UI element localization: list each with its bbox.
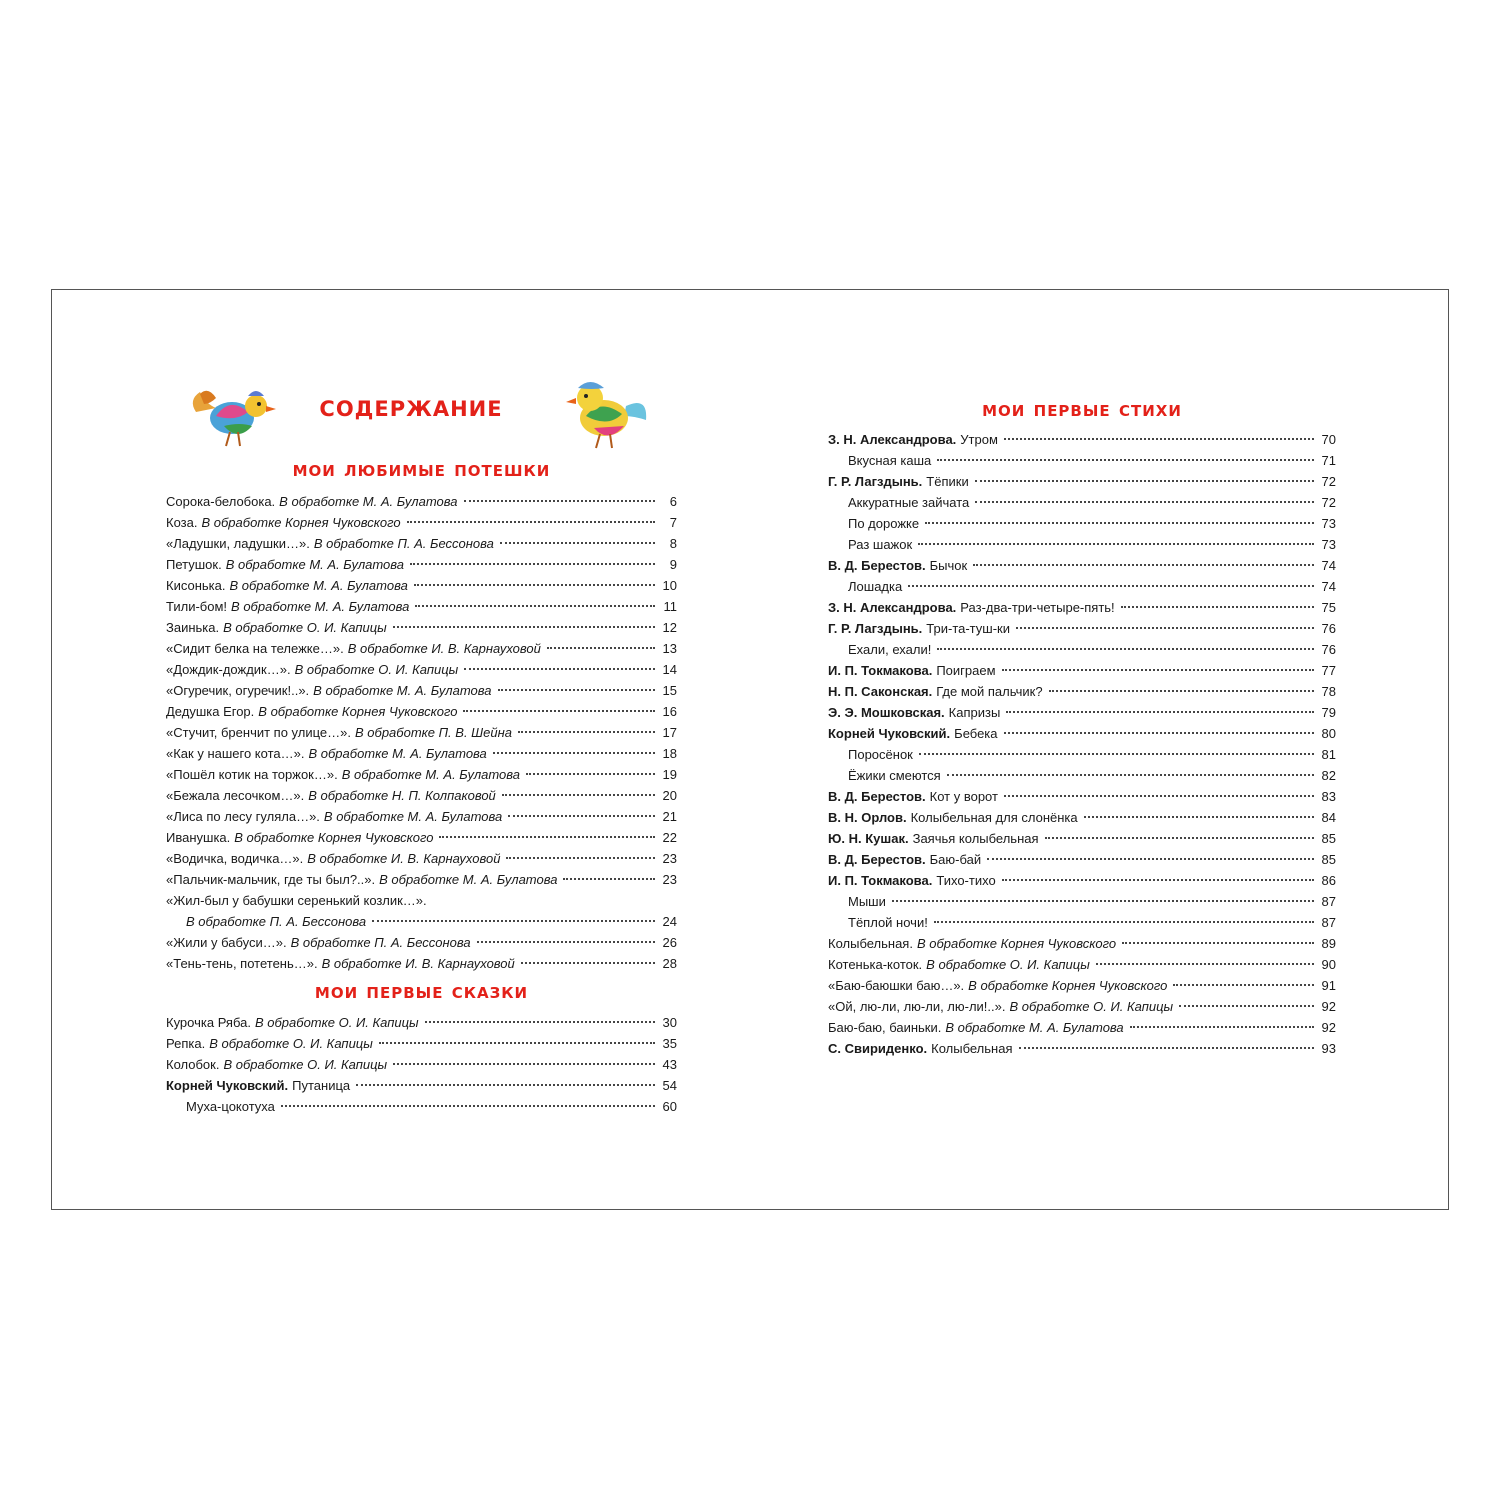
section-heading-nursery-rhymes: мои любимые потешки: [292, 457, 551, 481]
entry-author: Г. Р. Лагздынь.: [828, 621, 923, 636]
entry-title: Тёплой ночи!: [848, 915, 928, 930]
dot-leader: [1004, 795, 1314, 797]
toc-entry[interactable]: [828, 681, 1336, 702]
toc-entry[interactable]: [828, 891, 1336, 912]
entry-page-number: 17: [662, 725, 677, 740]
entry-title: «Сидит белка на тележке…».: [166, 641, 344, 656]
entry-title: Колыбельная.: [828, 936, 913, 951]
entry-note: В обработке О. И. Капицы: [294, 662, 459, 677]
entry-title: Поросёнок: [848, 747, 913, 762]
entry-title: Утром: [960, 432, 998, 447]
dot-leader: [919, 753, 1314, 755]
toc-entry[interactable]: [828, 933, 1336, 954]
dot-leader: [502, 794, 655, 796]
toc-list: [828, 429, 1336, 1059]
entry-note: В обработке О. И. Капицы: [209, 1036, 373, 1051]
entry-page-number: 89: [1321, 936, 1336, 951]
toc-entry[interactable]: [828, 702, 1336, 723]
toc-entry[interactable]: [166, 953, 677, 974]
entry-page-number: 35: [662, 1036, 677, 1051]
toc-entry[interactable]: [166, 722, 677, 743]
toc-entry-line: [166, 911, 677, 932]
toc-entry[interactable]: [166, 932, 677, 953]
entry-note: В обработке О. И. Капицы: [223, 1057, 388, 1072]
entry-page-number: 92: [1321, 1020, 1336, 1035]
toc-entry[interactable]: [166, 827, 677, 848]
dot-leader: [1019, 1047, 1315, 1049]
entry-page-number: 72: [1321, 495, 1336, 510]
toc-entry[interactable]: [166, 680, 677, 701]
entry-page-number: 78: [1321, 684, 1336, 699]
entry-page-number: 75: [1321, 600, 1336, 615]
bird-illustration-right: [564, 376, 650, 452]
entry-page-number: 85: [1321, 831, 1336, 846]
entry-note: В обработке М. А. Булатова: [323, 809, 503, 824]
entry-title: «Тень-тень, потетень…».: [166, 956, 318, 971]
entry-title: «Огуречик, огуречик!..».: [166, 683, 310, 698]
entry-page-number: 28: [662, 956, 677, 971]
toc-entry[interactable]: [828, 807, 1336, 828]
entry-author: З. Н. Александрова.: [828, 432, 957, 447]
entry-author: В. Н. Орлов.: [828, 810, 907, 825]
toc-entry[interactable]: [166, 764, 677, 785]
entry-author: Н. П. Саконская.: [828, 684, 933, 699]
entry-page-number: 21: [662, 809, 677, 824]
dot-leader: [464, 500, 656, 502]
entry-title: «Как у нашего кота…».: [166, 746, 305, 761]
entry-page-number: 16: [662, 704, 677, 719]
entry-page-number: 84: [1321, 810, 1336, 825]
dot-leader: [987, 858, 1314, 860]
dot-leader: [500, 542, 655, 544]
dot-leader: [975, 501, 1314, 503]
dot-leader: [498, 689, 656, 691]
toc-entry[interactable]: [828, 870, 1336, 891]
toc-entry[interactable]: [828, 534, 1336, 555]
dot-leader: [975, 480, 1314, 482]
toc-entry[interactable]: [828, 849, 1336, 870]
entry-page-number: 87: [1321, 894, 1336, 909]
entry-page-number: 79: [1321, 705, 1336, 720]
entry-title: Котенька-коток.: [828, 957, 923, 972]
toc-entry[interactable]: [828, 450, 1336, 471]
toc-entry[interactable]: [828, 786, 1336, 807]
dot-leader: [356, 1084, 655, 1086]
entry-author: Корней Чуковский.: [828, 726, 951, 741]
dot-leader: [937, 459, 1314, 461]
entry-title: Заинька.: [166, 620, 220, 635]
entry-title: «Пошёл котик на торжок…».: [166, 767, 338, 782]
entry-title: Коза.: [166, 515, 198, 530]
dot-leader: [379, 1042, 655, 1044]
entry-title: Бычок: [929, 558, 968, 573]
dot-leader: [425, 1021, 655, 1023]
entry-author: Г. Р. Лагздынь.: [828, 474, 923, 489]
entry-title: «Водичка, водичка…».: [166, 851, 304, 866]
toc-entry[interactable]: [828, 639, 1336, 660]
entry-page-number: 73: [1321, 537, 1336, 552]
entry-title: «Жили у бабуси…».: [166, 935, 287, 950]
toc-entry[interactable]: [828, 954, 1336, 975]
entry-page-number: 19: [662, 767, 677, 782]
entry-title: Кот у ворот: [929, 789, 998, 804]
entry-note: В обработке О. И. Капицы: [254, 1015, 419, 1030]
entry-author: И. П. Токмакова.: [828, 873, 933, 888]
dot-leader: [410, 563, 655, 565]
dot-leader: [508, 815, 655, 817]
entry-note: В обработке М. А. Булатова: [225, 557, 405, 572]
entry-page-number: 76: [1321, 642, 1336, 657]
toc-entry[interactable]: [828, 744, 1336, 765]
toc-entry[interactable]: [166, 617, 677, 638]
dot-leader: [1121, 606, 1314, 608]
entry-title: Заячья колыбельная: [912, 831, 1039, 846]
toc-entry[interactable]: [828, 912, 1336, 933]
entry-note: В обработке Корнея Чуковского: [201, 515, 401, 530]
entry-page-number: 14: [662, 662, 677, 677]
toc-entry[interactable]: [166, 659, 677, 680]
entry-title: Ёжики смеются: [848, 768, 941, 783]
entry-note: В обработке Корнея Чуковского: [968, 978, 1168, 993]
entry-page-number: 77: [1321, 663, 1336, 678]
toc-entry[interactable]: [166, 806, 677, 827]
toc-entry[interactable]: [166, 743, 677, 764]
entry-page-number: 18: [662, 746, 677, 761]
entry-note: В обработке М. А. Булатова: [313, 683, 492, 698]
section-heading-fairy-tales: мои первые сказки: [314, 979, 529, 1003]
entry-page-number: 60: [662, 1099, 677, 1114]
toc-entry[interactable]: [828, 618, 1336, 639]
entry-title: Тили-бом!: [166, 599, 228, 614]
toc-entry[interactable]: [166, 554, 677, 575]
dot-leader: [925, 522, 1314, 524]
entry-title: Колыбельная для слонёнка: [910, 810, 1078, 825]
entry-page-number: 24: [662, 914, 677, 929]
dot-leader: [414, 584, 655, 586]
dot-leader: [518, 731, 655, 733]
toc-entry[interactable]: [828, 597, 1336, 618]
entry-author: Ю. Н. Кушак.: [828, 831, 909, 846]
entry-page-number: 23: [662, 872, 677, 887]
entry-page-number: 8: [669, 536, 677, 551]
book-spread: [51, 289, 1449, 1210]
entry-page-number: 87: [1321, 915, 1336, 930]
entry-page-number: 74: [1321, 579, 1336, 594]
entry-title: Дедушка Егор.: [166, 704, 255, 719]
dot-leader: [477, 941, 655, 943]
entry-title: Мыши: [848, 894, 886, 909]
dot-leader: [1045, 837, 1314, 839]
entry-title: Ехали, ехали!: [848, 642, 932, 657]
toc-entry[interactable]: [828, 492, 1336, 513]
entry-title: Три-та-туш-ки: [926, 621, 1010, 636]
entry-page-number: 9: [669, 557, 677, 572]
entry-page-number: 82: [1321, 768, 1336, 783]
entry-note: В обработке И. В. Карнауховой: [347, 641, 541, 656]
entry-title: Где мой пальчик?: [936, 684, 1043, 699]
entry-page-number: 80: [1321, 726, 1336, 741]
entry-note: В обработке М. А. Булатова: [308, 746, 487, 761]
entry-title: Тихо-тихо: [936, 873, 996, 888]
entry-title: «Ладушки, ладушки…».: [166, 536, 310, 551]
toc-entry[interactable]: [166, 848, 677, 869]
toc-list: [166, 491, 677, 974]
toc-entry[interactable]: [166, 1096, 677, 1117]
toc-entry[interactable]: [166, 1075, 677, 1096]
toc-entry[interactable]: [828, 471, 1336, 492]
entry-author: В. Д. Берестов.: [828, 852, 926, 867]
entry-note: В обработке О. И. Капицы: [223, 620, 387, 635]
dot-leader: [934, 921, 1314, 923]
entry-note: В обработке М. А. Булатова: [945, 1020, 1124, 1035]
entry-title: Колобок.: [166, 1057, 220, 1072]
toc-entry[interactable]: [828, 429, 1336, 450]
entry-page-number: 12: [662, 620, 677, 635]
toc-entry[interactable]: [828, 828, 1336, 849]
toc-entry[interactable]: [828, 765, 1336, 786]
entry-page-number: 13: [662, 641, 677, 656]
dot-leader: [1049, 690, 1314, 692]
toc-entry[interactable]: [166, 638, 677, 659]
entry-title: Вкусная каша: [848, 453, 932, 468]
toc-entry[interactable]: [166, 1054, 677, 1075]
dot-leader: [1096, 963, 1314, 965]
entry-page-number: 54: [662, 1078, 677, 1093]
entry-page-number: 6: [669, 494, 677, 509]
toc-entry[interactable]: [166, 701, 677, 722]
dot-leader: [1004, 438, 1314, 440]
dot-leader: [506, 857, 655, 859]
entry-page-number: 71: [1321, 453, 1336, 468]
entry-note: В обработке Корнея Чуковского: [916, 936, 1117, 951]
toc-entry[interactable]: [828, 660, 1336, 681]
dot-leader: [908, 585, 1314, 587]
dot-leader: [1173, 984, 1314, 986]
dot-leader: [1122, 942, 1314, 944]
entry-title: «Ой, лю-ли, лю-ли, лю-ли!..».: [828, 999, 1006, 1014]
toc-entry[interactable]: [166, 512, 677, 533]
dot-leader: [947, 774, 1314, 776]
entry-page-number: 85: [1321, 852, 1336, 867]
toc-entry[interactable]: [828, 1017, 1336, 1038]
entry-note: В обработке П. А. Бессонова: [290, 935, 471, 950]
entry-title: Баю-баю, баиньки.: [828, 1020, 942, 1035]
entry-title: «Жил-был у бабушки серенький козлик…».: [166, 893, 427, 908]
dot-leader: [1004, 732, 1314, 734]
entry-title: «Лиса по лесу гуляла…».: [166, 809, 320, 824]
entry-title: Баю-бай: [929, 852, 982, 867]
entry-title: «Пальчик-мальчик, где ты был?..».: [166, 872, 376, 887]
entry-note: В обработке П. В. Шейна: [355, 725, 512, 740]
entry-note: В обработке М. А. Булатова: [231, 599, 410, 614]
entry-title: Муха-цокотуха: [186, 1099, 275, 1114]
entry-page-number: 26: [662, 935, 677, 950]
entry-note: В обработке И. В. Карнауховой: [307, 851, 501, 866]
toc-entry[interactable]: [166, 890, 677, 932]
entry-page-number: 30: [662, 1015, 677, 1030]
entry-title: Капризы: [948, 705, 1001, 720]
entry-title: Курочка Ряба.: [166, 1015, 251, 1030]
entry-note: В обработке М. А. Булатова: [279, 494, 458, 509]
entry-page-number: 90: [1321, 957, 1336, 972]
dot-leader: [407, 521, 655, 523]
entry-note: В обработке Корнея Чуковского: [258, 704, 458, 719]
entry-page-number: 74: [1321, 558, 1336, 573]
toc-entry[interactable]: [166, 1012, 677, 1033]
entry-page-number: 43: [662, 1057, 677, 1072]
dot-leader: [1179, 1005, 1314, 1007]
entry-title: Бебека: [954, 726, 998, 741]
toc-entry[interactable]: [166, 575, 677, 596]
entry-title: Репка.: [166, 1036, 206, 1051]
entry-title: Петушок.: [166, 557, 222, 572]
entry-title: «Дождик-дождик…».: [166, 662, 291, 677]
entry-note: В обработке Корнея Чуковского: [234, 830, 434, 845]
entry-author: С. Свириденко.: [828, 1041, 928, 1056]
toc-entry[interactable]: [166, 491, 677, 512]
dot-leader: [393, 1063, 655, 1065]
dot-leader: [1006, 711, 1314, 713]
entry-note: В обработке М. А. Булатова: [229, 578, 408, 593]
dot-leader: [918, 543, 1314, 545]
dot-leader: [1130, 1026, 1314, 1028]
entry-page-number: 93: [1321, 1041, 1336, 1056]
dot-leader: [547, 647, 655, 649]
toc-entry[interactable]: [828, 513, 1336, 534]
entry-title: «Бежала лесочком…».: [166, 788, 305, 803]
entry-author: В. Д. Берестов.: [828, 558, 926, 573]
entry-page-number: 83: [1321, 789, 1336, 804]
entry-title: По дорожке: [848, 516, 920, 531]
toc-entry[interactable]: [828, 1038, 1336, 1059]
entry-page-number: 10: [662, 578, 677, 593]
dot-leader: [1084, 816, 1314, 818]
entry-page-number: 81: [1321, 747, 1336, 762]
dot-leader: [415, 605, 655, 607]
dot-leader: [526, 773, 655, 775]
bird-illustration-left: [186, 382, 278, 450]
dot-leader: [372, 920, 655, 922]
dot-leader: [463, 710, 655, 712]
entry-note: В обработке М. А. Булатова: [379, 872, 558, 887]
entry-page-number: 70: [1321, 432, 1336, 447]
entry-title: «Стучит, бренчит по улице…».: [166, 725, 351, 740]
section-heading-poems: мои первые стихи: [982, 397, 1182, 421]
entry-page-number: 86: [1321, 873, 1336, 888]
entry-page-number: 23: [662, 851, 677, 866]
entry-note: В обработке О. И. Капицы: [1009, 999, 1174, 1014]
toc-entry[interactable]: [166, 785, 677, 806]
entry-note: В обработке П. А. Бессонова: [186, 914, 367, 929]
entry-title: Раз-два-три-четыре-пять!: [960, 600, 1115, 615]
entry-title: Тёпики: [926, 474, 969, 489]
entry-author: В. Д. Берестов.: [828, 789, 926, 804]
entry-page-number: 15: [662, 683, 677, 698]
dot-leader: [493, 752, 655, 754]
entry-note: В обработке П. А. Бессонова: [313, 536, 494, 551]
entry-page-number: 22: [662, 830, 677, 845]
entry-page-number: 72: [1321, 474, 1336, 489]
entry-page-number: 7: [669, 515, 677, 530]
dot-leader: [1002, 669, 1314, 671]
toc-entry[interactable]: [166, 869, 677, 890]
toc-entry[interactable]: [828, 996, 1336, 1017]
dot-leader: [892, 900, 1314, 902]
toc-entry[interactable]: [166, 533, 677, 554]
toc-entry[interactable]: [828, 723, 1336, 744]
entry-note: В обработке М. А. Булатова: [341, 767, 521, 782]
dot-leader: [937, 648, 1314, 650]
dot-leader: [464, 668, 655, 670]
entry-title: Лошадка: [848, 579, 903, 594]
entry-author: Корней Чуковский.: [166, 1078, 289, 1093]
toc-entry[interactable]: [828, 576, 1336, 597]
dot-leader: [439, 836, 655, 838]
entry-page-number: 91: [1321, 978, 1336, 993]
entry-title: Кисонька.: [166, 578, 226, 593]
page-title: содержание: [319, 389, 503, 424]
toc-entry[interactable]: [828, 555, 1336, 576]
dot-leader: [1016, 627, 1314, 629]
entry-title: Раз шажок: [848, 537, 913, 552]
entry-title: Сорока-белобока.: [166, 494, 276, 509]
entry-title: Иванушка.: [166, 830, 231, 845]
entry-title: «Баю-баюшки баю…».: [828, 978, 965, 993]
entry-page-number: 73: [1321, 516, 1336, 531]
dot-leader: [281, 1105, 655, 1107]
entry-author: И. П. Токмакова.: [828, 663, 933, 678]
entry-note: В обработке О. И. Капицы: [926, 957, 1090, 972]
entry-author: З. Н. Александрова.: [828, 600, 957, 615]
dot-leader: [521, 962, 655, 964]
entry-title: Колыбельная: [931, 1041, 1013, 1056]
entry-title: Путаница: [292, 1078, 351, 1093]
dot-leader: [973, 564, 1314, 566]
entry-page-number: 11: [663, 599, 677, 614]
dot-leader: [1002, 879, 1314, 881]
entry-author: Э. Э. Мошковская.: [828, 705, 945, 720]
entry-note: В обработке Н. П. Колпаковой: [308, 788, 496, 803]
toc-entry-line: [166, 890, 677, 911]
entry-title: Поиграем: [936, 663, 996, 678]
dot-leader: [393, 626, 655, 628]
toc-entry[interactable]: [828, 975, 1336, 996]
entry-page-number: 92: [1321, 999, 1336, 1014]
dot-leader: [563, 878, 655, 880]
toc-entry[interactable]: [166, 1033, 677, 1054]
entry-title: Аккуратные зайчата: [848, 495, 970, 510]
toc-entry[interactable]: [166, 596, 677, 617]
entry-page-number: 76: [1321, 621, 1336, 636]
toc-list: [166, 1012, 677, 1117]
entry-note: В обработке И. В. Карнауховой: [321, 956, 515, 971]
entry-page-number: 20: [662, 788, 677, 803]
